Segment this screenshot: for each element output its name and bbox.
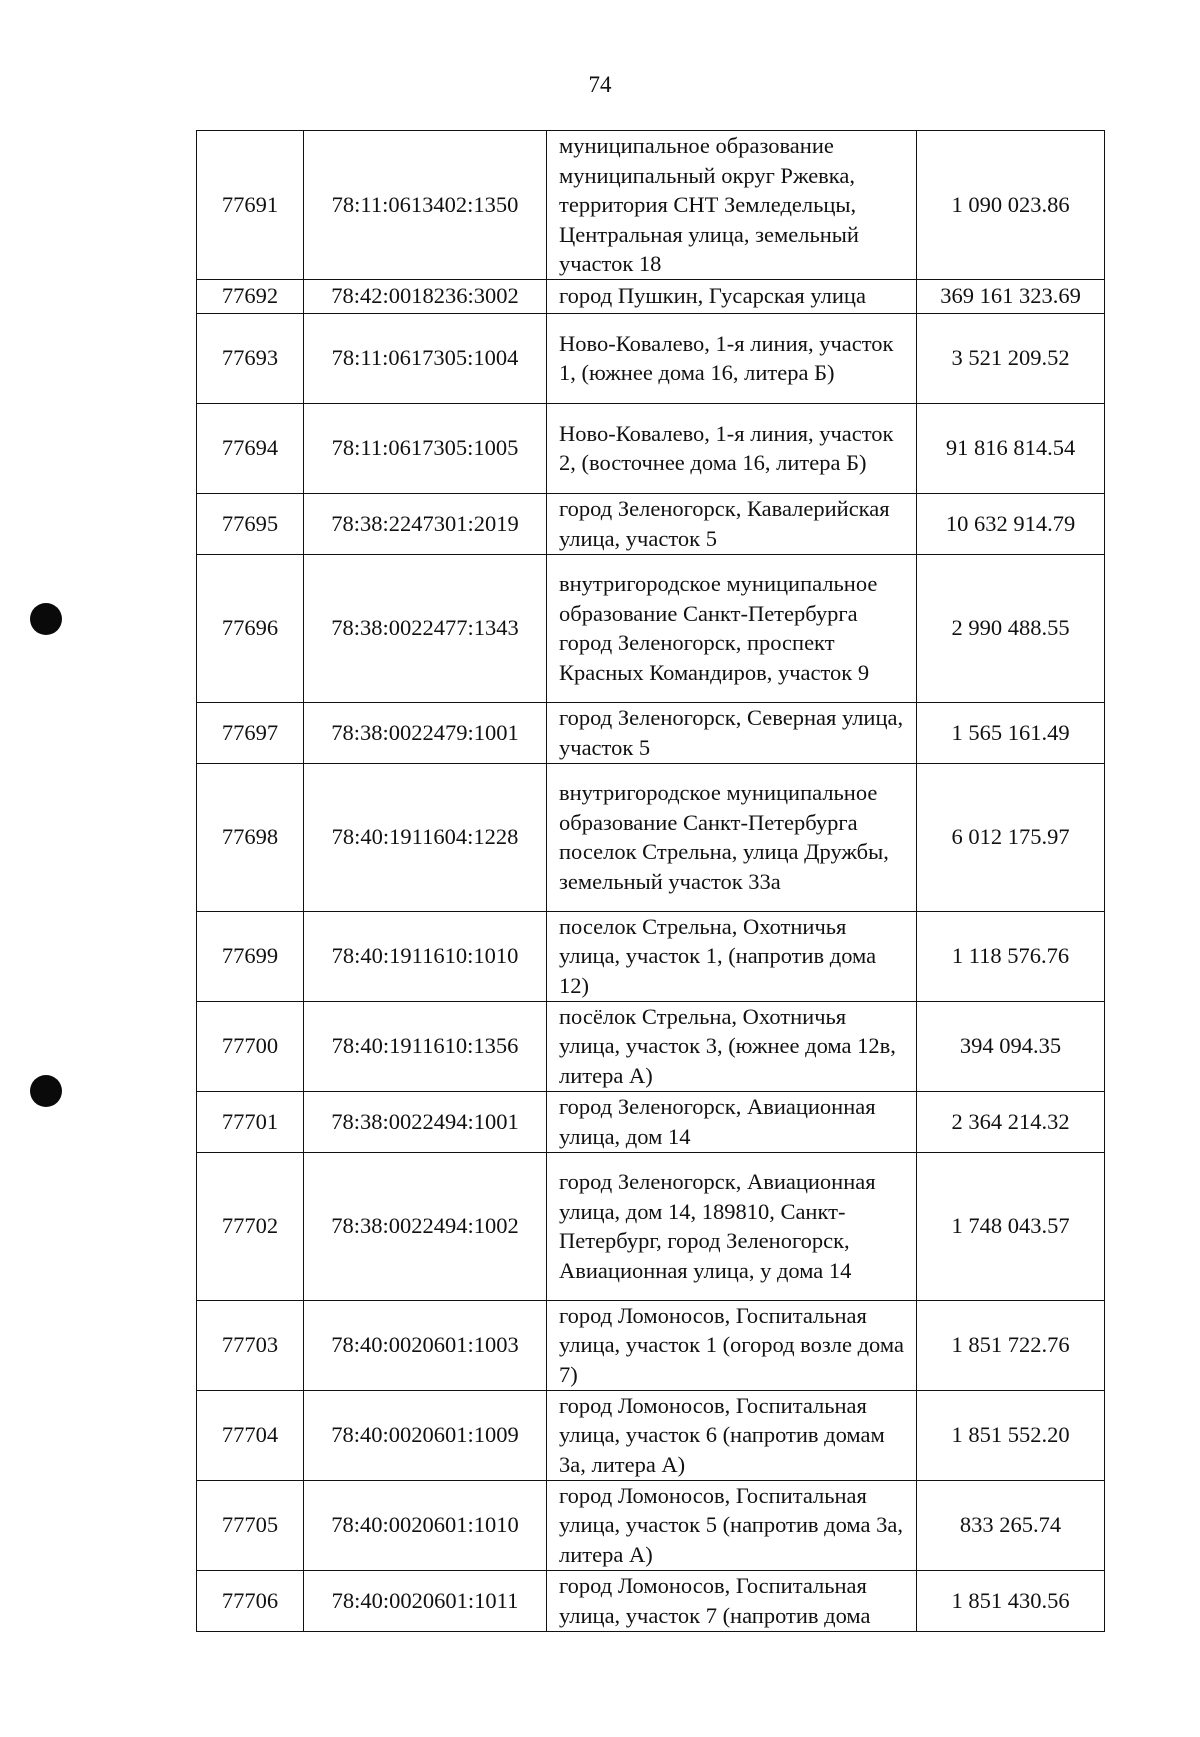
row-number-cell: 77703 [197,1300,304,1390]
row-number-cell: 77692 [197,279,304,313]
address-cell: город Зеленогорск, Кавалерийская улица, участок 5 [547,493,917,554]
cadastral-number-cell: 78:38:0022494:1002 [304,1152,547,1300]
table-row [197,763,1105,911]
address-cell: город Зеленогорск, Северная улица, участок 5 [547,702,917,763]
table-row [197,1091,1105,1152]
cadastral-number-cell: 78:40:0020601:1003 [304,1300,547,1390]
punch-hole-top [30,603,62,635]
cadastral-number-cell: 78:11:0617305:1004 [304,313,547,403]
cadastral-value-cell: 1 090 023.86 [917,131,1105,280]
row-number-cell: 77694 [197,403,304,493]
table-row [197,1390,1105,1480]
row-number-cell: 77696 [197,554,304,702]
address-cell: внутригородское муниципальное образование Санкт-Петербурга город Зеленогорск, проспект Красных Командиров, участок 9 [547,554,917,702]
page-number: 74 [588,72,612,97]
row-number-cell: 77702 [197,1152,304,1300]
cadastral-number-cell: 78:40:1911610:1356 [304,1001,547,1091]
cadastral-number-cell: 78:38:0022477:1343 [304,554,547,702]
cadastral-number-cell: 78:40:0020601:1009 [304,1390,547,1480]
address-cell: город Ломоносов, Госпитальная улица, участок 6 (напротив домам 3а, литера А) [547,1390,917,1480]
cadastral-number-cell: 78:40:1911610:1010 [304,911,547,1001]
cadastral-value-cell: 1 851 430.56 [917,1570,1105,1631]
row-number-cell: 77699 [197,911,304,1001]
address-cell: город Зеленогорск, Авиационная улица, дом 14, 189810, Санкт-Петербург, город Зеленогорск, Авиационная улица, у дома 14 [547,1152,917,1300]
cadastral-number-cell: 78:42:0018236:3002 [304,279,547,313]
table-row [197,1480,1105,1570]
cadastral-number-cell: 78:40:0020601:1010 [304,1480,547,1570]
table-row [197,279,1105,313]
cadastral-number-cell: 78:11:0613402:1350 [304,131,547,280]
table-row [197,1001,1105,1091]
table-row [197,493,1105,554]
cadastral-value-cell: 2 364 214.32 [917,1091,1105,1152]
cadastral-value-cell: 6 012 175.97 [917,763,1105,911]
row-number-cell: 77701 [197,1091,304,1152]
row-number-cell: 77704 [197,1390,304,1480]
row-number-cell: 77691 [197,131,304,280]
address-cell: поселок Стрельна, Охотничья улица, участок 1, (напротив дома 12) [547,911,917,1001]
cadastral-value-cell: 3 521 209.52 [917,313,1105,403]
row-number-cell: 77695 [197,493,304,554]
cadastral-number-cell: 78:38:0022479:1001 [304,702,547,763]
table-row [197,403,1105,493]
address-cell: город Ломоносов, Госпитальная улица, участок 1 (огород возле дома 7) [547,1300,917,1390]
row-number-cell: 77698 [197,763,304,911]
address-cell: посёлок Стрельна, Охотничья улица, участок 3, (южнее дома 12в, литера А) [547,1001,917,1091]
cadastral-value-cell: 1 565 161.49 [917,702,1105,763]
cadastral-number-cell: 78:11:0617305:1005 [304,403,547,493]
cadastral-number-cell: 78:38:2247301:2019 [304,493,547,554]
table-row [197,1152,1105,1300]
address-cell: город Зеленогорск, Авиационная улица, дом 14 [547,1091,917,1152]
cadastral-value-cell: 91 816 814.54 [917,403,1105,493]
address-cell: внутригородское муниципальное образование Санкт-Петербурга поселок Стрельна, улица Дружбы, земельный участок 33а [547,763,917,911]
table-row [197,554,1105,702]
cadastral-value-cell: 394 094.35 [917,1001,1105,1091]
cadastral-value-cell: 1 118 576.76 [917,911,1105,1001]
cadastral-value-cell: 1 851 722.76 [917,1300,1105,1390]
cadastral-value-cell: 369 161 323.69 [917,279,1105,313]
address-cell: муниципальное образование муниципальный округ Ржевка, территория СНТ Земледельцы, Центральная улица, земельный участок 18 [547,131,917,280]
address-cell: город Ломоносов, Госпитальная улица, участок 5 (напротив дома 3а, литера А) [547,1480,917,1570]
row-number-cell: 77693 [197,313,304,403]
table-row [197,131,1105,280]
cadastral-value-cell: 10 632 914.79 [917,493,1105,554]
cadastral-number-cell: 78:40:0020601:1011 [304,1570,547,1631]
table-row [197,911,1105,1001]
row-number-cell: 77697 [197,702,304,763]
row-number-cell: 77700 [197,1001,304,1091]
address-cell: Ново-Ковалево, 1-я линия, участок 1, (южнее дома 16, литера Б) [547,313,917,403]
address-cell: город Ломоносов, Госпитальная улица, участок 7 (напротив дома [547,1570,917,1631]
row-number-cell: 77705 [197,1480,304,1570]
cadastral-number-cell: 78:38:0022494:1001 [304,1091,547,1152]
table-body [197,131,1105,1632]
cadastral-value-cell: 833 265.74 [917,1480,1105,1570]
punch-hole-bottom [30,1075,62,1107]
row-number-cell: 77706 [197,1570,304,1631]
address-cell: город Пушкин, Гусарская улица [547,279,917,313]
table-row [197,1300,1105,1390]
cadastral-value-cell: 1 851 552.20 [917,1390,1105,1480]
table-row [197,313,1105,403]
cadastral-number-cell: 78:40:1911604:1228 [304,763,547,911]
table-row [197,702,1105,763]
table-row [197,1570,1105,1631]
address-cell: Ново-Ковалево, 1-я линия, участок 2, (восточнее дома 16, литера Б) [547,403,917,493]
cadastral-value-table [196,130,1105,1632]
cadastral-value-cell: 2 990 488.55 [917,554,1105,702]
cadastral-value-cell: 1 748 043.57 [917,1152,1105,1300]
